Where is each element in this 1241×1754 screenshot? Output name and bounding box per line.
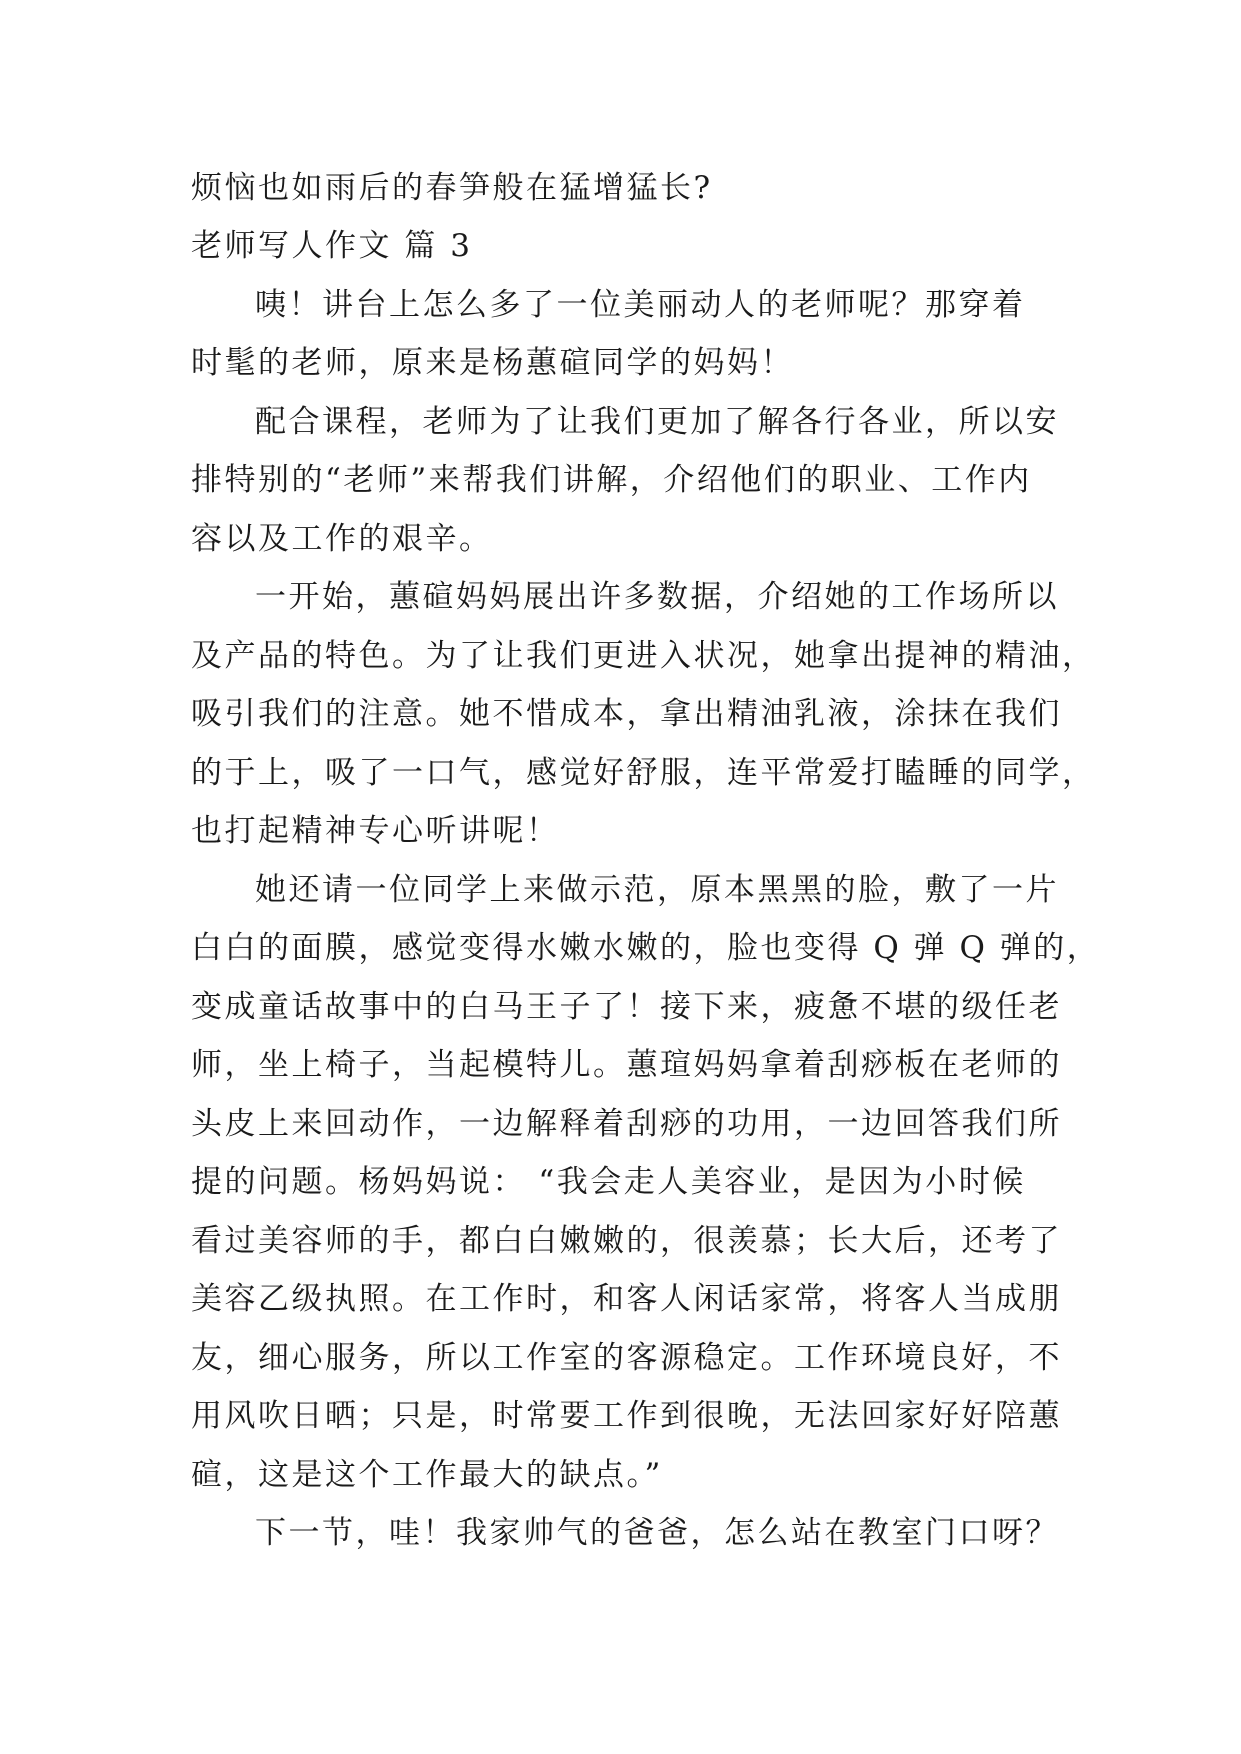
paragraph-line: 她还请一位同学上来做示范，原本黑黑的脸，敷了一片 (255, 872, 1059, 908)
paragraph-line: 配合课程，老师为了让我们更加了解各行各业，所以安 (255, 404, 1059, 440)
paragraph-line: 变成童话故事中的白马王子了！接下来，疲惫不堪的级任老 (191, 989, 1062, 1025)
text-line: 烦恼也如雨后的春笋般在猛增猛长? (191, 170, 713, 206)
paragraph-line: 头皮上来回动作，一边解释着刮痧的功用，一边回答我们所 (191, 1106, 1062, 1142)
paragraph-line: 美容乙级执照。在工作时，和客人闲话家常，将客人当成朋 (191, 1281, 1062, 1317)
paragraph-line: 下一节，哇！我家帅气的爸爸，怎么站在教室门口呀？ (255, 1515, 1059, 1551)
paragraph-line: 的于上，吸了一口气，感觉好舒服，连平常爱打瞌睡的同学， (191, 755, 1096, 791)
paragraph-line: 一开始，蕙碹妈妈展出许多数据，介绍她的工作场所以 (255, 579, 1059, 615)
paragraph-line: 提的问题。杨妈妈说： “我会走人美容业，是因为小时候 (191, 1164, 1026, 1200)
paragraph-line: 师，坐上椅子，当起模特儿。蕙瑄妈妈拿着刮痧板在老师的 (191, 1047, 1062, 1083)
paragraph-line: 看过美容师的手，都白白嫩嫩的，很羡慕；长大后，还考了 (191, 1223, 1062, 1259)
section-heading: 老师写人作文 篇 3 (191, 228, 473, 264)
paragraph-line: 友，细心服务，所以工作室的客源稳定。工作环境良好，不 (191, 1340, 1062, 1376)
paragraph-line: 容以及工作的艰辛。 (191, 521, 493, 557)
paragraph-line: 碹，这是这个工作最大的缺点。” (191, 1457, 663, 1493)
paragraph-line: 白白的面膜，感觉变得水嫩水嫩的，脸也变得 Q 弹 Q 弹的， (191, 930, 1101, 966)
paragraph-line: 时髦的老师，原来是杨蕙碹同学的妈妈！ (191, 345, 794, 381)
paragraph-line: 也打起精神专心听讲呢！ (191, 813, 560, 849)
paragraph-line: 吸引我们的注意。她不惜成本，拿出精油乳液，涂抹在我们 (191, 696, 1062, 732)
paragraph-line: 咦！讲台上怎么多了一位美丽动人的老师呢？那穿着 (255, 287, 1026, 323)
paragraph-line: 及产品的特色。为了让我们更进入状况，她拿出提神的精油， (191, 638, 1096, 674)
paragraph-line: 用风吹日晒；只是，时常要工作到很晚，无法回家好好陪蕙 (191, 1398, 1062, 1434)
paragraph-line: 排特别的“老师”来帮我们讲解，介绍他们的职业、工作内 (191, 462, 1032, 498)
